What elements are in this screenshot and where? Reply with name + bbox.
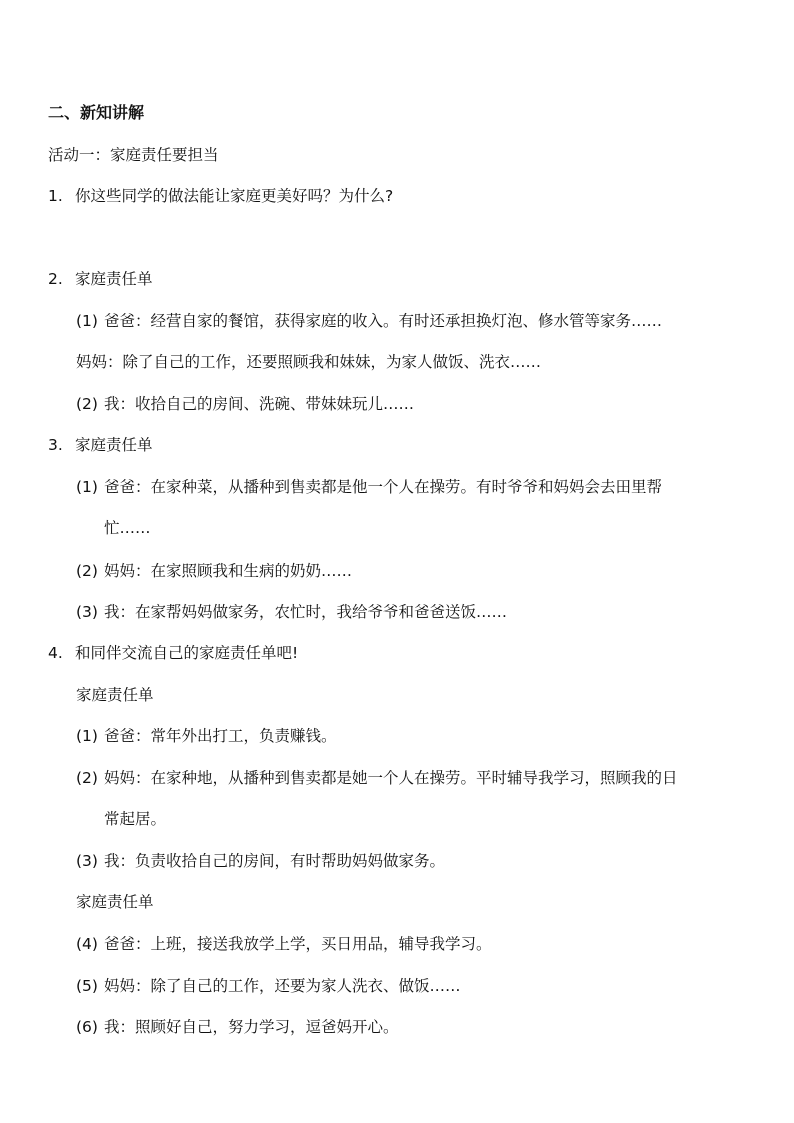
question-4 [48, 642, 298, 664]
list-title: 家庭责任单 [76, 686, 154, 704]
list-item [76, 933, 492, 955]
list-item-continuation: 忙…… [104, 519, 151, 537]
item-label: (3) [76, 852, 98, 870]
list-item-continuation: 常起居。 [104, 810, 167, 828]
item-text: 妈妈：除了自己的工作，还要为家人洗衣、做饭…… [104, 977, 461, 995]
activity-title: 活动一：家庭责任要担当 [48, 146, 219, 164]
list-item [76, 560, 352, 582]
item-text: 我：收拾自己的房间、洗碗、带妹妹玩儿…… [104, 395, 415, 413]
item-label: (1) [76, 727, 98, 745]
item-label: (3) [76, 603, 98, 621]
list-item [76, 310, 662, 332]
list-item [76, 725, 337, 747]
item-label: (2) [76, 395, 98, 413]
item-label: (5) [76, 977, 98, 995]
list-item [76, 351, 541, 373]
list-title: 家庭责任单 [76, 893, 154, 911]
item-text: 爸爸：常年外出打工，负责赚钱。 [104, 727, 337, 745]
list-item [76, 975, 461, 997]
item-label: (6) [76, 1018, 98, 1036]
list-item [76, 767, 678, 789]
item-label: (2) [76, 562, 98, 580]
item-text: 我：在家帮妈妈做家务，农忙时，我给爷爷和爸爸送饭…… [104, 603, 508, 621]
question-2 [48, 268, 153, 290]
question-3 [48, 434, 153, 456]
list-item [76, 1016, 399, 1038]
item-label: (4) [76, 935, 98, 953]
question-text: 和同伴交流自己的家庭责任单吧! [75, 644, 299, 662]
item-text: 妈妈：在家种地，从播种到售卖都是她一个人在操劳。平时辅导我学习，照顾我的日 [104, 769, 678, 787]
question-text: 你这些同学的做法能让家庭更美好吗？为什么? [75, 187, 394, 205]
question-1 [48, 185, 393, 207]
question-text: 家庭责任单 [75, 270, 153, 288]
list-item [76, 393, 414, 415]
list-item [76, 601, 507, 623]
item-label: (2) [76, 769, 98, 787]
question-number: 4. [48, 644, 63, 662]
item-text: 爸爸：上班，接送我放学上学，买日用品，辅导我学习。 [104, 935, 492, 953]
question-number: 1. [48, 187, 63, 205]
item-text: 爸爸：在家种菜，从播种到售卖都是他一个人在操劳。有时爷爷和妈妈会去田里帮 [104, 478, 663, 496]
item-label: (1) [76, 478, 98, 496]
item-text: 妈妈：除了自己的工作，还要照顾我和妹妹，为家人做饭、洗衣…… [76, 353, 542, 371]
question-text: 家庭责任单 [75, 436, 153, 454]
question-number: 2. [48, 270, 63, 288]
item-label: (1) [76, 312, 98, 330]
item-text: 我：照顾好自己，努力学习，逗爸妈开心。 [104, 1018, 399, 1036]
list-item [76, 476, 662, 498]
item-text: 我：负责收拾自己的房间，有时帮助妈妈做家务。 [104, 852, 446, 870]
item-text: 爸爸：经营自家的餐馆，获得家庭的收入。有时还承担换灯泡、修水管等家务…… [104, 312, 663, 330]
section-title: 二、新知讲解 [48, 103, 145, 122]
question-number: 3. [48, 436, 63, 454]
list-item [76, 850, 445, 872]
item-text: 妈妈：在家照顾我和生病的奶奶…… [104, 562, 353, 580]
